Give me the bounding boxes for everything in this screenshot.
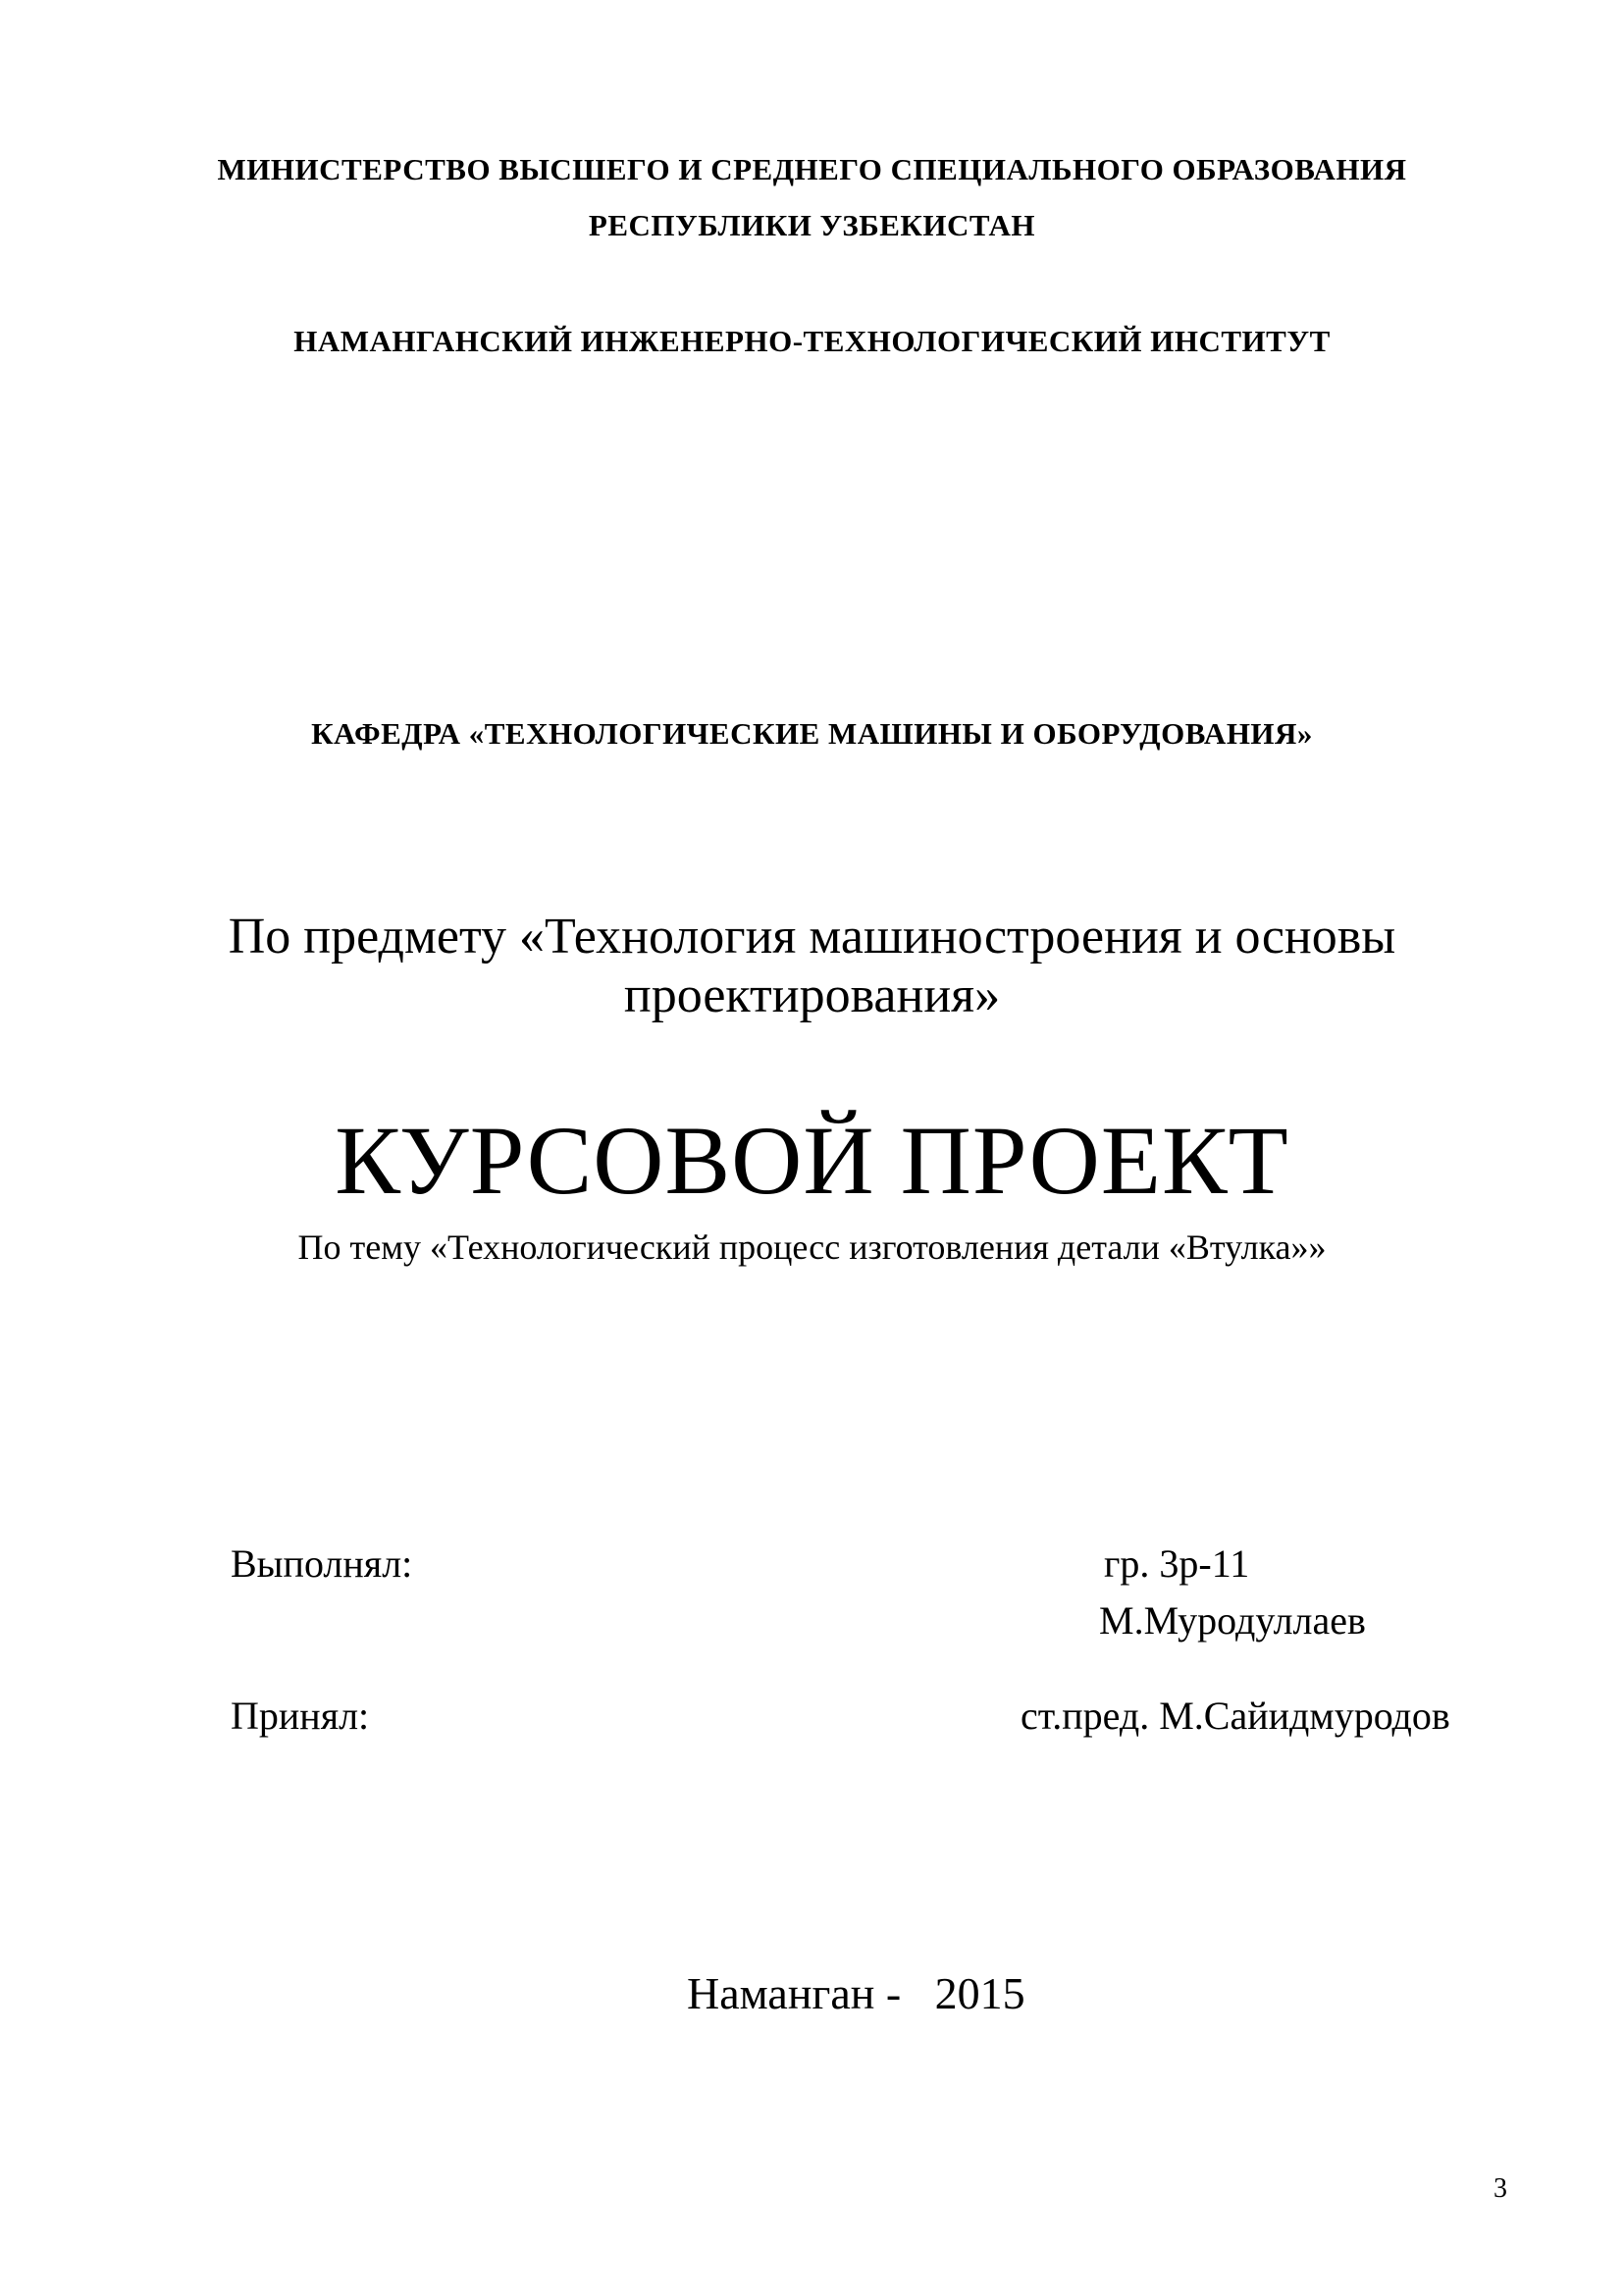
department-name: КАФЕДРА «ТЕХНОЛОГИЧЕСКИЕ МАШИНЫ И ОБОРУДОВАНИЯ» [311, 716, 1313, 751]
subject-line-2: проектирования» [623, 967, 1001, 1023]
project-theme: По тему «Технологический процесс изготовления детали «Втулка»» [297, 1227, 1327, 1267]
student-name: М.Муродуллаев [1099, 1598, 1366, 1643]
teacher-name: ст.пред. М.Сайидмуродов [1021, 1694, 1450, 1738]
accepted-by-label: Принял: [231, 1694, 370, 1738]
city-year: Наманган - 2015 [687, 1968, 1025, 2018]
ministry-line-1: МИНИСТЕРСТВО ВЫСШЕГО И СРЕДНЕГО СПЕЦИАЛЬНОГО ОБРАЗОВАНИЯ [217, 152, 1407, 186]
student-group: гр. 3р-11 [1104, 1541, 1250, 1586]
page-number: 3 [1493, 2173, 1507, 2204]
institute-name: НАМАНГАНСКИЙ ИНЖЕНЕРНО-ТЕХНОЛОГИЧЕСКИЙ ИНСТИТУТ [293, 324, 1331, 358]
ministry-line-2: РЕСПУБЛИКИ УЗБЕКИСТАН [588, 208, 1036, 242]
subject-line-1: По предмету «Технология машиностроения и основы [228, 909, 1396, 965]
performed-by-label: Выполнял: [231, 1541, 413, 1586]
document-title: КУРСОВОЙ ПРОЕКТ [335, 1106, 1289, 1215]
